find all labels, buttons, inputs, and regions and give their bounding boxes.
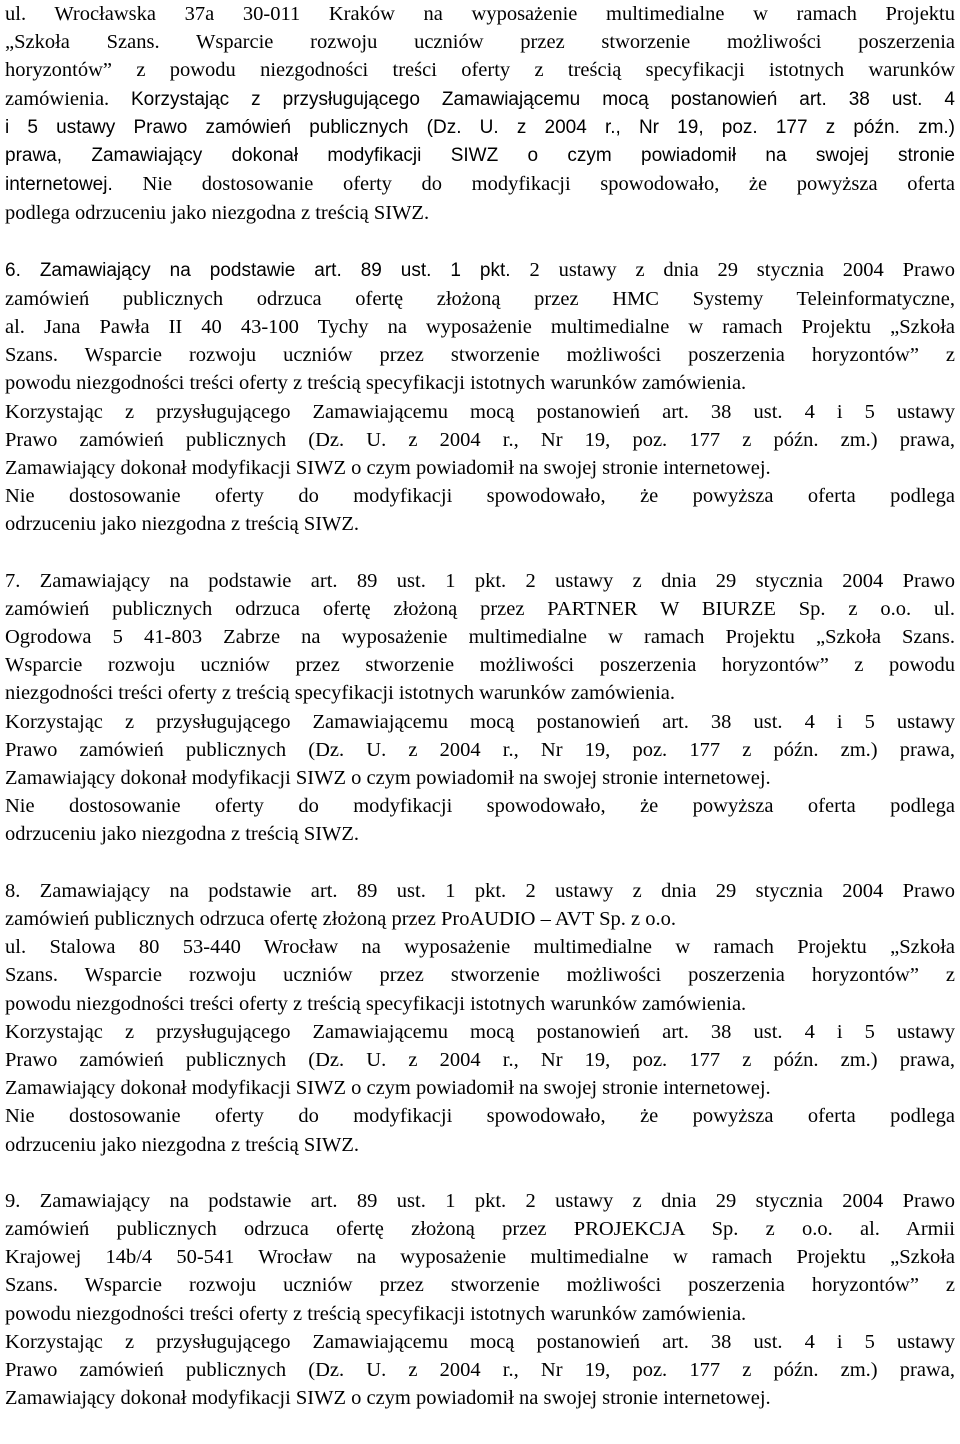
text-line: powodu niezgodności treści oferty z treścią specyfikacji istotnych warunków zamówienia. (5, 1302, 747, 1325)
text-line: al. Jana Pawła II 40 43-100 Tychy na wyposażenie multimedialne w ramach Projektu „Szkoła (5, 316, 955, 339)
text-line: Prawo zamówień publicznych (Dz. U. z 2004 r., Nr 19, poz. 177 z późn. zm.) prawa, (5, 1048, 955, 1071)
text-line: Szans. Wsparcie rozwoju uczniów przez stworzenie możliwości poszerzenia horyzontów” z (5, 964, 955, 987)
text-line: Zamawiający dokonał modyfikacji SIWZ o czym powiadomił na swojej stronie internetowej. (5, 1387, 771, 1410)
text-line: ul. Stalowa 80 53-440 Wrocław na wyposażenie multimedialne w ramach Projektu „Szkoła (5, 936, 955, 959)
text-line: odrzuceniu jako niezgodna z treścią SIWZ. (5, 513, 360, 536)
text-line: odrzuceniu jako niezgodna z treścią SIWZ. (5, 1133, 360, 1156)
text-line: Nie dostosowanie oferty do modyfikacji spowodowało, że powyższa oferta podlega (5, 485, 955, 508)
text-line: zamówień publicznych odrzuca ofertę złożoną przez ProAUDIO – AVT Sp. z o.o. (5, 907, 676, 930)
text-line: Krajowej 14b/4 50-541 Wrocław na wyposażenie multimedialne w ramach Projektu „Szkoła (5, 1246, 955, 1269)
text-line: Korzystając z przysługującego Zamawiającemu mocą postanowień art. 38 ust. 4 i 5 ustawy (5, 1330, 955, 1353)
paragraph-section-8 (5, 877, 955, 1159)
paragraph-gap (5, 539, 955, 567)
text-line-mixed (5, 170, 955, 199)
text-line: niezgodności treści oferty z treścią specyfikacji istotnych warunków zamówienia. (5, 682, 675, 705)
text-line: Szans. Wsparcie rozwoju uczniów przez stworzenie możliwości poszerzenia horyzontów” z (5, 1274, 955, 1297)
text-fragment: 2 ustawy z dnia 29 stycznia 2004 Prawo (529, 258, 955, 281)
text-line: ul. Wrocławska 37a 30-011 Kraków na wyposażenie multimedialne w ramach Projektu (5, 3, 955, 25)
text-line: i 5 ustawy Prawo zamówień publicznych (Dz. U. z 2004 r., Nr 19, poz. 177 z późn. zm.) (5, 116, 955, 138)
text-line: Prawo zamówień publicznych (Dz. U. z 2004 r., Nr 19, poz. 177 z późn. zm.) prawa, (5, 738, 955, 761)
text-line-mixed (5, 85, 955, 114)
paragraph-section-5-tail (5, 0, 955, 228)
text-line: Prawo zamówień publicznych (Dz. U. z 2004 r., Nr 19, poz. 177 z późn. zm.) prawa, (5, 1358, 955, 1381)
text-line: Wsparcie rozwoju uczniów przez stworzenie możliwości poszerzenia horyzontów” z powodu (5, 654, 955, 677)
text-line: zamówień publicznych odrzuca ofertę złożoną przez HMC Systemy Teleinformatyczne, (5, 287, 955, 310)
text-line: prawa, Zamawiający dokonał modyfikacji SIWZ o czym powiadomił na swojej stronie (5, 145, 955, 167)
text-line: Korzystając z przysługującego Zamawiającemu mocą postanowień art. 38 ust. 4 i 5 ustawy (5, 400, 955, 423)
text-line: Szans. Wsparcie rozwoju uczniów przez stworzenie możliwości poszerzenia horyzontów” z (5, 344, 955, 367)
text-line: zamówień publicznych odrzuca ofertę złożoną przez PARTNER W BIURZE Sp. z o.o. ul. (5, 597, 955, 620)
text-line: powodu niezgodności treści oferty z treścią specyfikacji istotnych warunków zamówienia. (5, 992, 747, 1015)
text-line: horyzontów” z powodu niezgodności treści oferty z treścią specyfikacji istotnych warunków (5, 59, 955, 82)
text-line: 9. Zamawiający na podstawie art. 89 ust. 1 pkt. 2 ustawy z dnia 29 stycznia 2004 Prawo (5, 1189, 955, 1212)
text-line: Nie dostosowanie oferty do modyfikacji spowodowało, że powyższa oferta podlega (5, 795, 955, 818)
paragraph-section-9 (5, 1187, 955, 1413)
paragraph-section-7 (5, 567, 955, 849)
text-line: podlega odrzuceniu jako niezgodna z treścią SIWZ. (5, 202, 430, 225)
text-fragment: Korzystając z przysługującego Zamawiającemu mocą postanowień art. 38 ust. 4 (130, 88, 955, 110)
text-line-mixed (5, 256, 955, 285)
text-line: Prawo zamówień publicznych (Dz. U. z 2004 r., Nr 19, poz. 177 z późn. zm.) prawa, (5, 428, 955, 451)
text-line: powodu niezgodności treści oferty z treścią specyfikacji istotnych warunków zamówienia. (5, 372, 747, 395)
text-fragment: Nie dostosowanie oferty do modyfikacji spowodowało, że powyższa oferta (142, 173, 955, 196)
text-line: 7. Zamawiający na podstawie art. 89 ust. 1 pkt. 2 ustawy z dnia 29 stycznia 2004 Prawo (5, 569, 955, 592)
text-fragment: 6. Zamawiający na podstawie art. 89 ust. 1 pkt. (5, 259, 530, 281)
paragraph-gap (5, 849, 955, 877)
text-line: 8. Zamawiający na podstawie art. 89 ust. 1 pkt. 2 ustawy z dnia 29 stycznia 2004 Prawo (5, 879, 955, 902)
text-line: Zamawiający dokonał modyfikacji SIWZ o czym powiadomił na swojej stronie internetowej. (5, 1077, 771, 1100)
text-line: Ogrodowa 5 41-803 Zabrze na wyposażenie multimedialne w ramach Projektu „Szkoła Szans. (5, 626, 955, 649)
paragraph-gap (5, 1159, 955, 1187)
text-line: Nie dostosowanie oferty do modyfikacji spowodowało, że powyższa oferta podlega (5, 1105, 955, 1128)
text-line: zamówień publicznych odrzuca ofertę złożoną przez PROJEKCJA Sp. z o.o. al. Armii (5, 1217, 955, 1240)
text-line: Korzystając z przysługującego Zamawiającemu mocą postanowień art. 38 ust. 4 i 5 ustawy (5, 710, 955, 733)
text-line: Zamawiający dokonał modyfikacji SIWZ o czym powiadomił na swojej stronie internetowej. (5, 767, 771, 790)
paragraph-gap (5, 228, 955, 256)
text-line: Zamawiający dokonał modyfikacji SIWZ o czym powiadomił na swojej stronie internetowej. (5, 457, 771, 480)
paragraph-section-6 (5, 256, 955, 539)
text-fragment: internetowej. (5, 174, 143, 196)
text-fragment: zamówienia. (5, 87, 131, 110)
text-line: Korzystając z przysługującego Zamawiającemu mocą postanowień art. 38 ust. 4 i 5 ustawy (5, 1020, 955, 1043)
text-line: „Szkoła Szans. Wsparcie rozwoju uczniów przez stworzenie możliwości poszerzenia (5, 31, 955, 54)
text-line: odrzuceniu jako niezgodna z treścią SIWZ. (5, 823, 360, 846)
